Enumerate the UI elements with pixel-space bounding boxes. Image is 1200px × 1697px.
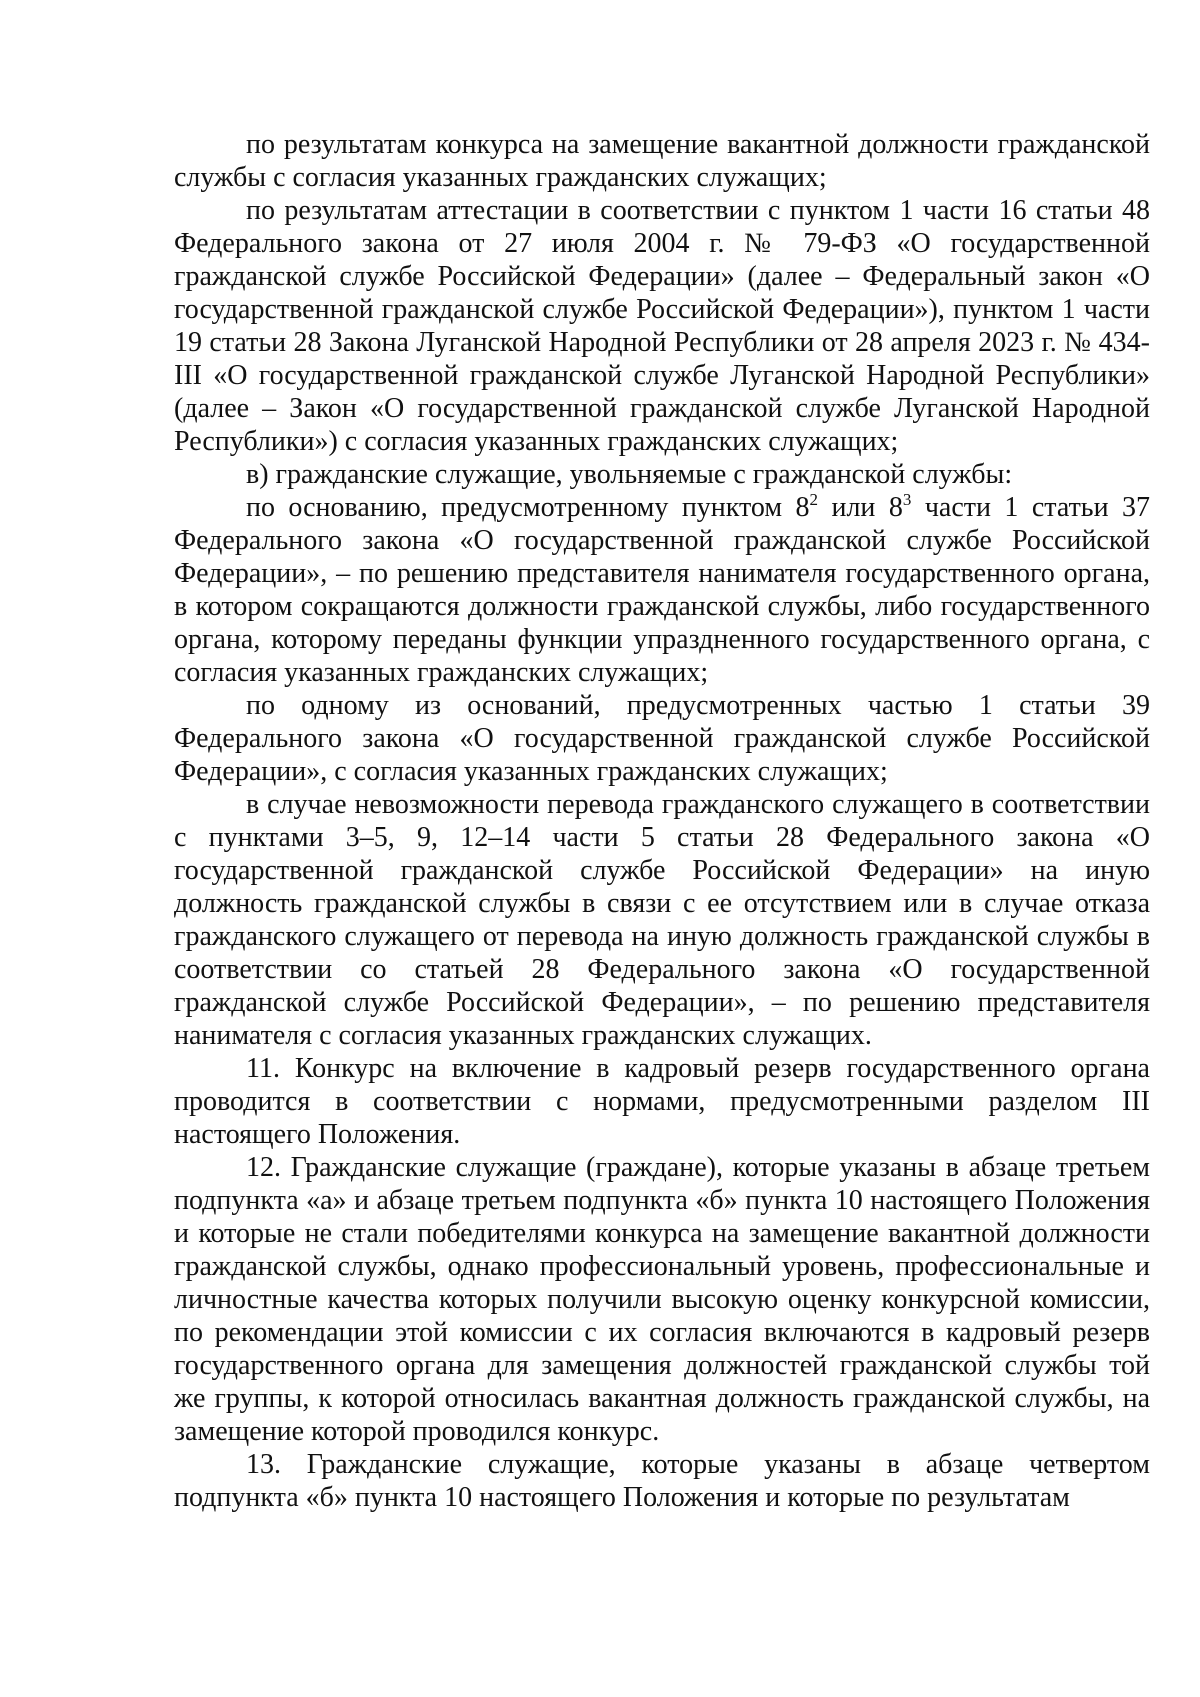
paragraph-dismissal-grounds xyxy=(174,491,1150,689)
paragraph-item-13: 13. Гражданские служащие, которые указаны в абзаце четвертом подпункта «б» пункта 10 настоящего Положения и которые по результатам xyxy=(174,1449,1150,1513)
paragraph-attestation-results: по результатам аттестации в соответствии с пунктом 1 части 16 статьи 48 Федерального закона от 27 июля 2004 г. № 79-ФЗ «О государственной гражданской службе Российской Федерации» (далее – Федеральный закон «О государственной гражданской службе Российской Федерации»), пунктом 1 части 19 статьи 28 Закона Луганской Народной Республики от 28 апреля 2023 г. № 434-III «О государственной гражданской службе Луганской Народной Республики» (далее – Закон «О государственной гражданской службе Луганской Народной Республики») с согласия указанных гражданских служащих; xyxy=(174,195,1150,457)
paragraph-competition-results: по результатам конкурса на замещение вакантной должности гражданской службы с согласия указанных гражданских служащих; xyxy=(174,129,1150,193)
superscript: 2 xyxy=(809,490,819,509)
superscript: 3 xyxy=(902,490,912,509)
paragraph-text-part: или 8 xyxy=(818,492,903,523)
paragraph-item-11: 11. Конкурс на включение в кадровый резерв государственного органа проводится в соответствии с нормами, предусмотренными разделом III настоящего Положения. xyxy=(174,1053,1150,1150)
document-body xyxy=(174,128,1150,1514)
paragraph-transfer-impossible: в случае невозможности перевода гражданского служащего в соответствии с пунктами 3–5, 9, 12–14 части 5 статьи 28 Федерального закона «О государственной гражданской службе Российской Федерации» на иную должность гражданской службы в связи с ее отсутствием или в случае отказа гражданского служащего от перевода на иную должность гражданской службы в соответствии со статьей 28 Федерального закона «О государственной гражданской службе Российской Федерации», – по решению представителя нанимателя с согласия указанных гражданских служащих. xyxy=(174,789,1150,1051)
paragraph-subitem-v: в) гражданские служащие, увольняемые с гражданской службы: xyxy=(246,459,1013,490)
paragraph-text-part: по основанию, предусмотренному пунктом 8 xyxy=(246,492,810,523)
paragraph-text-part: части 1 статьи 37 Федерального закона «О государственной гражданской службе Российской Федерации», – по решению представителя нанимателя государственного органа, в котором сокращаются должности гражданской службы, либо государственного органа, которому переданы функции упраздненного государственного органа, с согласия указанных гражданских служащих; xyxy=(174,492,1151,688)
paragraph-item-12: 12. Гражданские служащие (граждане), которые указаны в абзаце третьем подпункта «а» и абзаце третьем подпункта «б» пункта 10 настоящего Положения и которые не стали победителями конкурса на замещение вакантной должности гражданской службы, однако профессиональный уровень, профессиональные и личностные качества которых получили высокую оценку конкурсной комиссии, по рекомендации этой комиссии с их согласия включаются в кадровый резерв государственного органа для замещения должностей гражданской службы той же группы, к которой относилась вакантная должность гражданской службы, на замещение которой проводился конкурс. xyxy=(174,1152,1150,1447)
paragraph-article-39: по одному из оснований, предусмотренных частью 1 статьи 39 Федерального закона «О государственной гражданской службе Российской Федерации», с согласия указанных гражданских служащих; xyxy=(174,690,1150,787)
